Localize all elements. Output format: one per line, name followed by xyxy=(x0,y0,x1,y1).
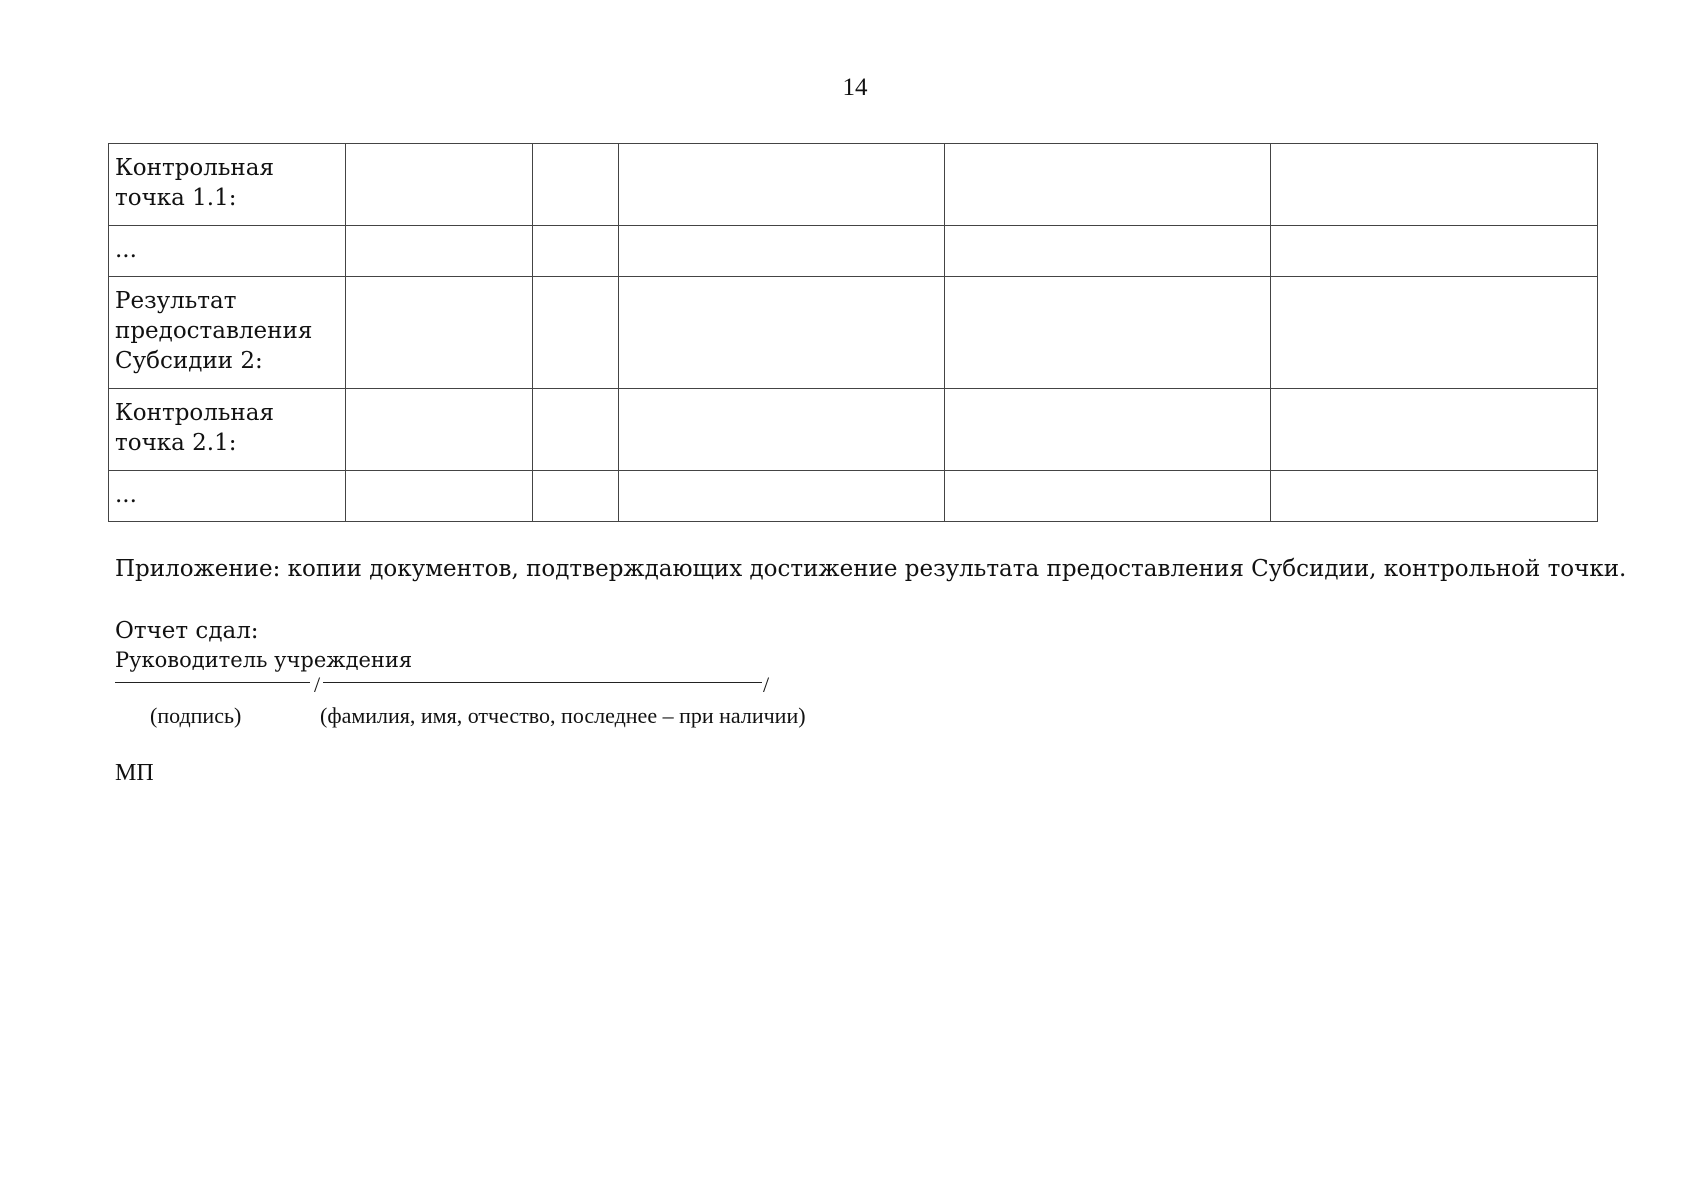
table-cell xyxy=(619,277,945,389)
table-cell xyxy=(1271,144,1598,226)
separator-slash: / xyxy=(763,672,770,697)
table-row xyxy=(109,471,1598,522)
full-name-caption: (фамилия, имя, отчество, последнее – при наличии) xyxy=(320,703,806,728)
table-row xyxy=(109,277,1598,389)
table-cell xyxy=(1271,226,1598,277)
table-cell xyxy=(346,277,533,389)
table-row xyxy=(109,226,1598,277)
table-cell xyxy=(945,389,1271,471)
table-cell xyxy=(619,389,945,471)
row-label-result-2: Результат предоставления Субсидии 2: xyxy=(109,277,346,389)
table-cell xyxy=(945,277,1271,389)
table-cell xyxy=(346,471,533,522)
signature-line xyxy=(115,682,310,683)
page-number: 14 xyxy=(842,74,868,101)
appendix-note: Приложение: копии документов, подтверждающих достижение результата предоставления Субсидии, контрольной точки. xyxy=(115,556,1627,582)
table-cell xyxy=(619,226,945,277)
separator-slash: / xyxy=(314,672,321,697)
table-cell xyxy=(533,471,619,522)
table-cell xyxy=(619,471,945,522)
signature-caption: (подпись) xyxy=(150,703,242,728)
table-cell xyxy=(346,226,533,277)
table-cell xyxy=(1271,389,1598,471)
table-cell xyxy=(945,471,1271,522)
table-cell xyxy=(533,389,619,471)
table-cell xyxy=(945,144,1271,226)
stamp-placeholder: МП xyxy=(115,760,154,786)
submitted-label: Отчет сдал: xyxy=(115,618,259,644)
report-table xyxy=(108,143,1598,522)
head-of-institution-label: Руководитель учреждения xyxy=(115,648,413,672)
row-label-ellipsis: ... xyxy=(109,226,346,277)
table-cell xyxy=(346,144,533,226)
row-label-checkpoint-1-1: Контрольная точка 1.1: xyxy=(109,144,346,226)
full-name-line xyxy=(323,682,762,683)
table-cell xyxy=(945,226,1271,277)
table-cell xyxy=(533,277,619,389)
table-cell xyxy=(533,144,619,226)
table-cell xyxy=(1271,471,1598,522)
table-cell xyxy=(533,226,619,277)
table-row xyxy=(109,144,1598,226)
table-cell xyxy=(1271,277,1598,389)
table-cell xyxy=(346,389,533,471)
row-label-checkpoint-2-1: Контрольная точка 2.1: xyxy=(109,389,346,471)
table-row xyxy=(109,389,1598,471)
row-label-ellipsis: ... xyxy=(109,471,346,522)
table-cell xyxy=(619,144,945,226)
